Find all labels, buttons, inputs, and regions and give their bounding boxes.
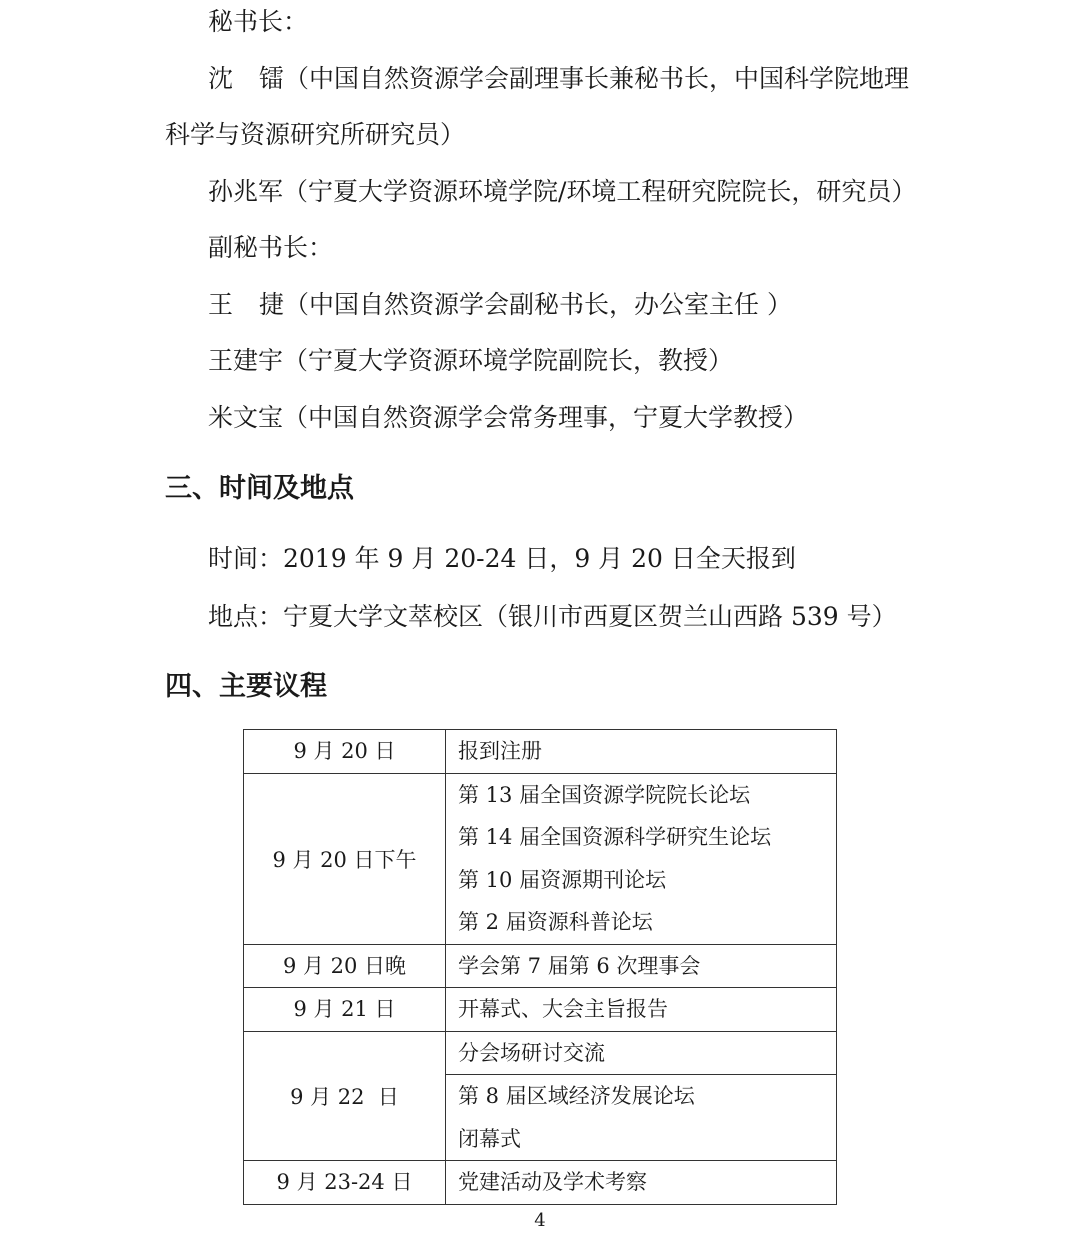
- person-name-char: 捷: [259, 290, 285, 319]
- agenda-item: 第 13 届全国资源学院院长论坛 第 14 届全国资源科学研究生论坛 第 10 届资源期刊论坛 第 2 届资源科普论坛: [446, 773, 837, 944]
- meeting-time: 时间：2019 年 9 月 20-24 日，9 月 20 日全天报到: [208, 544, 796, 573]
- agenda-date: 9 月 20 日晚: [244, 944, 446, 988]
- agenda-date: 9 月 21 日: [244, 988, 446, 1032]
- table-row: [244, 773, 837, 944]
- section-heading-agenda: 四、主要议程: [165, 671, 327, 702]
- agenda-item: 党建活动及学术考察: [446, 1161, 837, 1205]
- person-sun-zhaojun: 孙兆军（宁夏大学资源环境学院/环境工程研究院院长，研究员）: [208, 177, 917, 206]
- person-wang-jianyu: 王建宇（宁夏大学资源环境学院副院长，教授）: [208, 346, 734, 375]
- agenda-date: 9 月 20 日下午: [244, 773, 446, 944]
- person-desc: （中国自然资源学会副秘书长，办公室主任 ）: [284, 290, 792, 319]
- meeting-place: 地点：宁夏大学文萃校区（银川市西夏区贺兰山西路 539 号）: [208, 602, 897, 631]
- person-name-char: 沈: [208, 64, 234, 93]
- agenda-item: 学会第 7 届第 6 次理事会: [446, 944, 837, 988]
- table-row: [244, 944, 837, 988]
- deputy-secretary-general-title: 副秘书长：: [208, 233, 334, 262]
- person-name-char: 镭: [259, 64, 285, 93]
- table-row: [244, 1031, 837, 1075]
- table-row: [244, 1161, 837, 1205]
- table-row: [244, 988, 837, 1032]
- person-mi-wenbao: 米文宝（中国自然资源学会常务理事，宁夏大学教授）: [208, 403, 809, 432]
- person-shen-lei-desc-cont: 科学与资源研究所研究员）: [165, 120, 466, 149]
- agenda-item: 分会场研讨交流: [446, 1031, 837, 1075]
- person-desc: （中国自然资源学会副理事长兼秘书长，中国科学院地理: [284, 64, 910, 93]
- agenda-table: [243, 729, 837, 1205]
- person-name-char: 王: [208, 290, 234, 319]
- person-shen-lei: [208, 63, 909, 95]
- section-heading-time-place: 三、时间及地点: [165, 473, 354, 504]
- agenda-date: 9 月 22 日: [244, 1031, 446, 1161]
- agenda-item: 报到注册: [446, 730, 837, 774]
- agenda-date: 9 月 23-24 日: [244, 1161, 446, 1205]
- person-wang-jie: [208, 289, 792, 321]
- table-row: [244, 730, 837, 774]
- agenda-item: 第 8 届区域经济发展论坛 闭幕式: [446, 1075, 837, 1161]
- agenda-date: 9 月 20 日: [244, 730, 446, 774]
- secretary-general-title: 秘书长：: [208, 7, 309, 36]
- agenda-item: 开幕式、大会主旨报告: [446, 988, 837, 1032]
- page-number: 4: [534, 1210, 546, 1231]
